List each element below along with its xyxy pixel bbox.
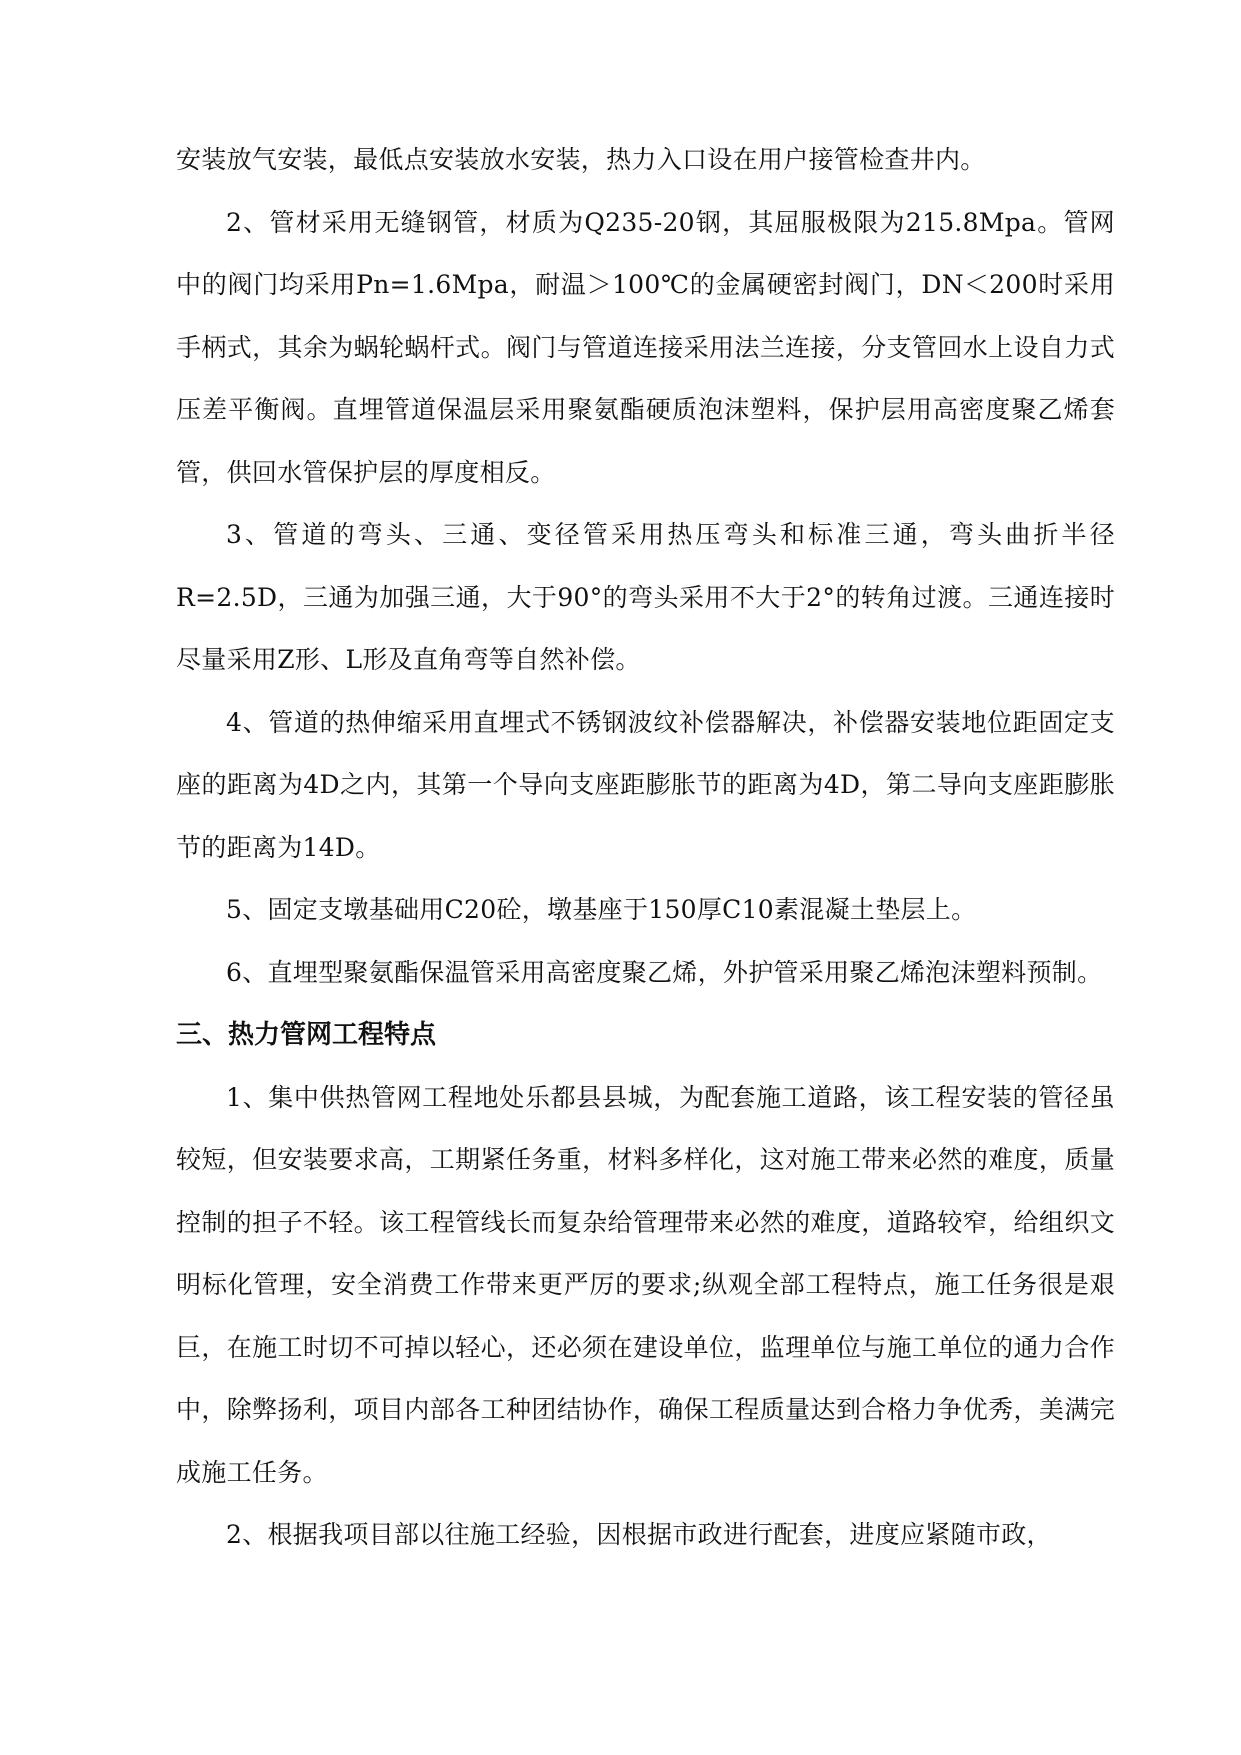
section-heading-project-features: 三、热力管网工程特点	[176, 1020, 437, 1050]
paragraph-feature-2: 2、根据我项目部以往施工经验，因根据市政进行配套，进度应紧随市政，	[226, 1520, 1052, 1549]
paragraph-continuation: 安装放气安装，最低点安装放水安装，热力入口设在用户接管检查井内。	[176, 145, 986, 174]
paragraph-feature-1: 1、集中供热管网工程地处乐都县县城，为配套施工道路，该工程安装的管径虽较短，但安装要求高，工期紧任务重，材料多样化，这对施工带来必然的难度，质量控制的担子不轻。该工程管线长而复杂给管理带来必然的难度，道路较窄，给组织文明标化管理，安全消费工作带来更严厉的要求;纵观全部工程特点，施工任务很是艰巨，在施工时切不可掉以轻心，还必须在建设单位，监理单位与施工单位的通力合作中，除弊扬利，项目内部各工种团结协作，确保工程质量达到合格力争优秀，美满完成施工任务。	[176, 1082, 1115, 1487]
paragraph-item-5-foundation: 5、固定支墩基础用C20砼，墩基座于150厚C10素混凝土垫层上。	[226, 895, 977, 924]
paragraph-item-2-pipe-material: 2、管材采用无缝钢管，材质为Q235-20钢，其屈服极限为215.8Mpa。管网中的阀门均采用Pn=1.6Mpa，耐温＞100℃的金属硬密封阀门，DN＜200时采用手柄式，其余为蜗轮蜗杆式。阀门与管道连接采用法兰连接，分支管回水上设自力式压差平衡阀。直埋管道保温层采用聚氨酯硬质泡沫塑料，保护层用高密度聚乙烯套管，供回水管保护层的厚度相反。	[176, 207, 1115, 487]
paragraph-item-4-expansion: 4、管道的热伸缩采用直埋式不锈钢波纹补偿器解决，补偿器安装地位距固定支座的距离为4D之内，其第一个导向支座距膨胀节的距离为4D，第二导向支座距膨胀节的距离为14D。	[176, 707, 1115, 862]
paragraph-item-3-elbows-tees: 3、管道的弯头、三通、变径管采用热压弯头和标准三通，弯头曲折半径R=2.5D，三通为加强三通，大于90°的弯头采用不大于2°的转角过渡。三通连接时尽量采用Z形、L形及直角弯等自然补偿。	[176, 520, 1115, 674]
paragraph-item-6-insulation: 6、直埋型聚氨酯保温管采用高密度聚乙烯，外护管采用聚乙烯泡沫塑料预制。	[226, 957, 1103, 987]
